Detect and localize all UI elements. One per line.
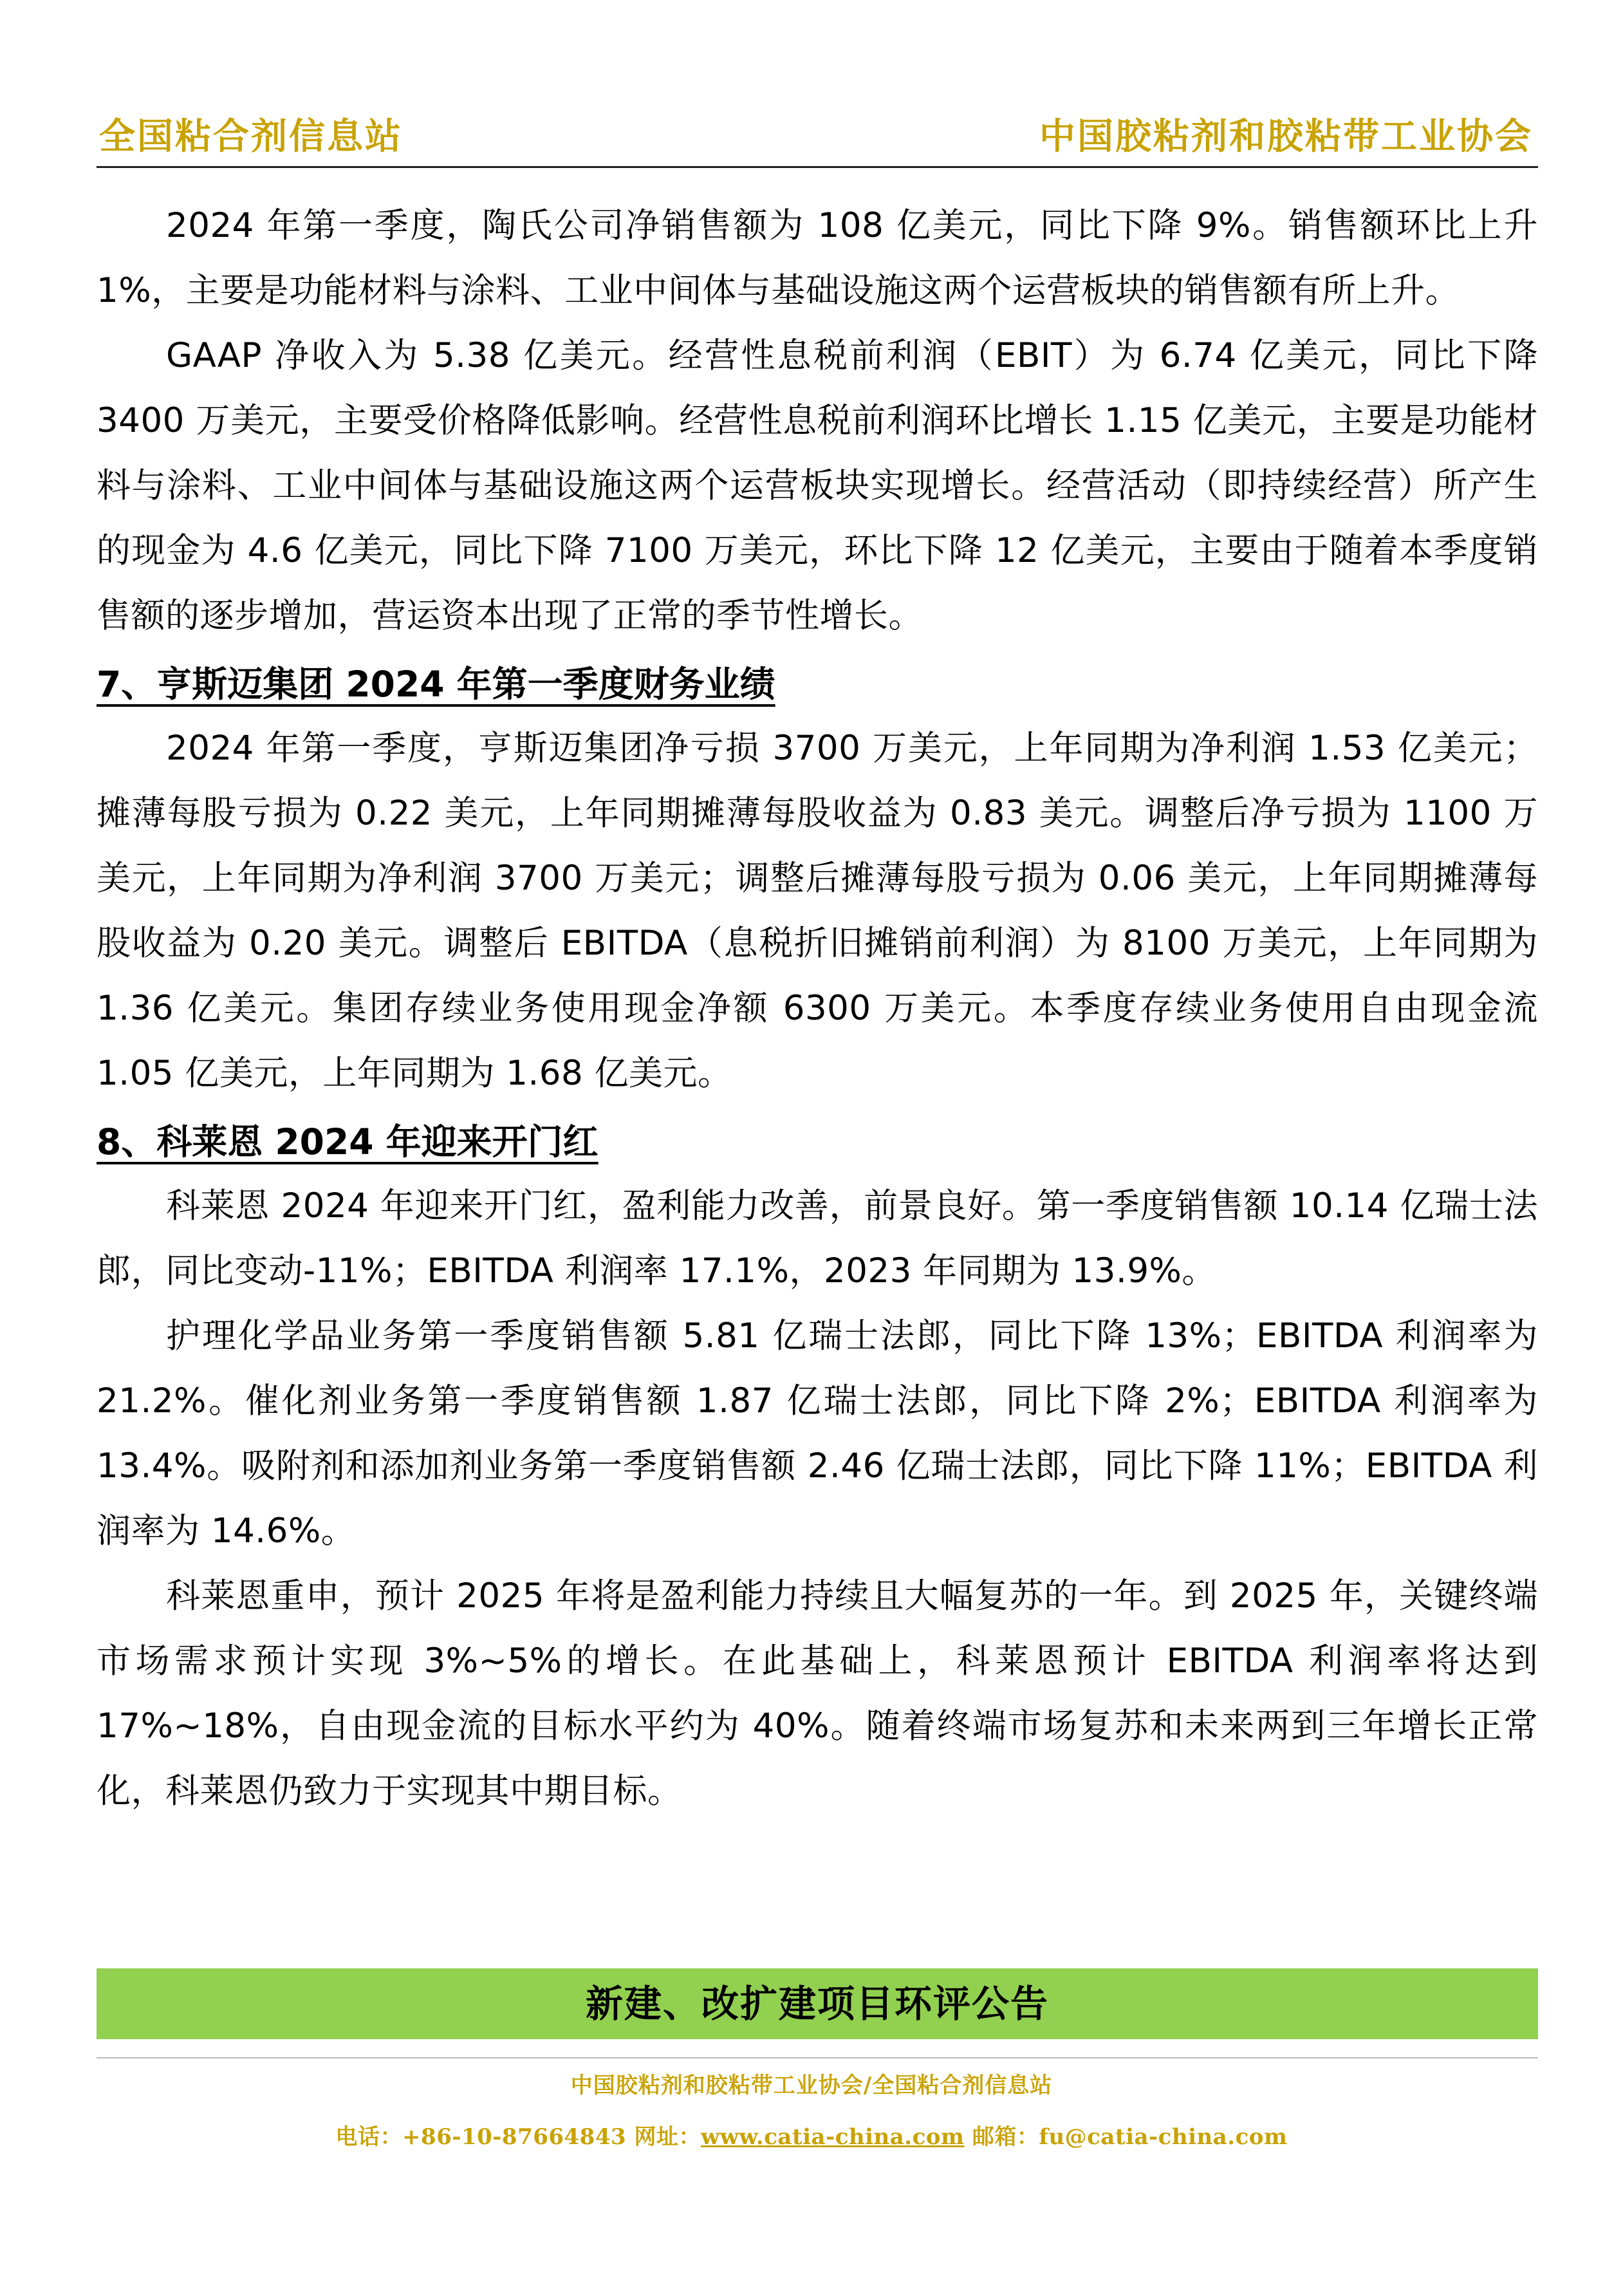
footer-contact (0, 2119, 1623, 2151)
article-body (97, 193, 1538, 1824)
section-banner: 新建、改扩建项目环评公告 (97, 1968, 1538, 2039)
footer-email: 邮箱：fu@catia-china.com (964, 2124, 1288, 2150)
section-7-heading: 7、亨斯迈集团 2024 年第一季度财务业绩 (97, 664, 775, 705)
page-header (97, 115, 1538, 168)
section-8-heading-row (97, 1106, 1538, 1173)
paragraph-huntsman: 2024 年第一季度，亨斯迈集团净亏损 3700 万美元，上年同期为净利润 1.53 亿美元；摊薄每股亏损为 0.22 美元，上年同期摊薄每股收益为 0.83 美元。调整后净亏损为 1100 万美元，上年同期为净利润 3700 万美元；调整后摊薄每股亏损为 0.06 美元，上年同期摊薄每股收益为 0.20 美元。调整后 EBITDA（息税折旧摊销前利润）为 8100 万美元，上年同期为 1.36 亿美元。集团存续业务使用现金净额 6300 万美元。本季度存续业务使用自由现金流 1.05 亿美元，上年同期为 1.68 亿美元。 (97, 729, 1538, 1093)
footer-divider (97, 2057, 1538, 2058)
paragraph-dow-sales: 2024 年第一季度，陶氏公司净销售额为 108 亿美元，同比下降 9%。销售额环比上升 1%，主要是功能材料与涂料、工业中间体与基础设施这两个运营板块的销售额有所上升。 (97, 206, 1538, 310)
paragraph-dow-income: GAAP 净收入为 5.38 亿美元。经营性息税前利润（EBIT）为 6.74 亿美元，同比下降 3400 万美元，主要受价格降低影响。经营性息税前利润环比增长 1.15 亿美元，主要是功能材料与涂料、工业中间体与基础设施这两个运营板块实现增长。经营活动（即持续经营）所产生的现金为 4.6 亿美元，同比下降 7100 万美元，环比下降 12 亿美元，主要由于随着本季度销售额的逐步增加，营运资本出现了正常的季节性增长。 (97, 336, 1538, 635)
paragraph-clariant-outlook: 科莱恩重申，预计 2025 年将是盈利能力持续且大幅复苏的一年。到 2025 年，关键终端市场需求预计实现 3%~5%的增长。在此基础上，科莱恩预计 EBITDA 利润率将达到 17%~18%，自由现金流的目标水平约为 40%。随着终端市场复苏和未来两到三年增长正常化，科莱恩仍致力于实现其中期目标。 (97, 1576, 1538, 1811)
section-7-heading-row (97, 648, 1538, 716)
header-right-title: 中国胶粘剂和胶粘带工业协会 (1039, 115, 1533, 158)
header-left-title: 全国粘合剂信息站 (99, 115, 403, 158)
footer-phone: 电话：+86-10-87664843 网址： (335, 2124, 701, 2150)
footer-website-link[interactable]: www.catia-china.com (700, 2124, 965, 2150)
section-8-heading: 8、科莱恩 2024 年迎来开门红 (97, 1121, 598, 1162)
paragraph-clariant-overview: 科莱恩 2024 年迎来开门红，盈利能力改善，前景良好。第一季度销售额 10.14 亿瑞士法郎，同比变动-11%；EBITDA 利润率 17.1%，2023 年同期为 13.9%。 (97, 1186, 1538, 1291)
footer-organization: 中国胶粘剂和胶粘带工业协会/全国粘合剂信息站 (570, 2073, 1053, 2098)
paragraph-clariant-segments: 护理化学品业务第一季度销售额 5.81 亿瑞士法郎，同比下降 13%；EBITDA 利润率为 21.2%。催化剂业务第一季度销售额 1.87 亿瑞士法郎，同比下降 2%；EBITDA 利润率为 13.4%。吸附剂和添加剂业务第一季度销售额 2.46 亿瑞士法郎，同比下降 11%；EBITDA 利润率为 14.6%。 (97, 1316, 1538, 1551)
